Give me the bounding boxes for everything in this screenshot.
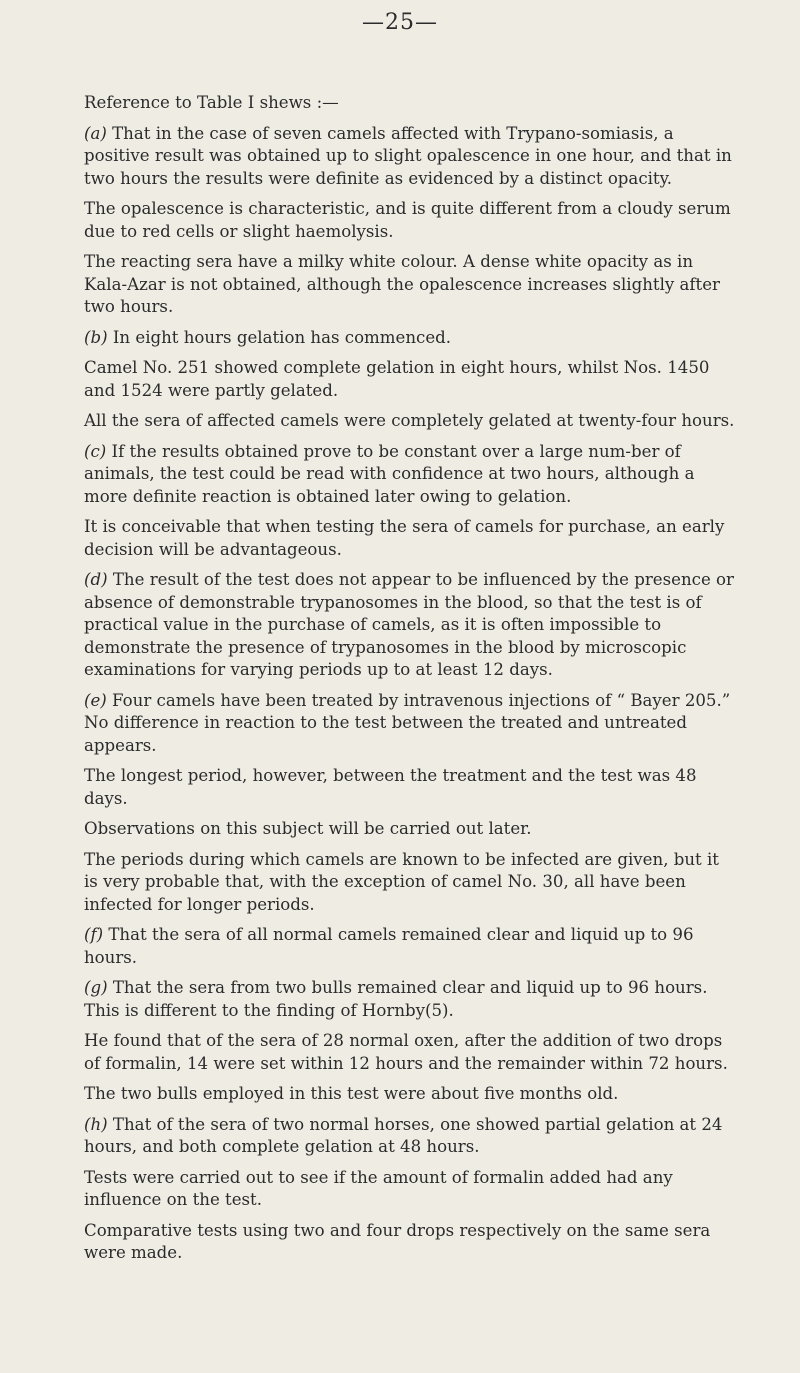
paragraph-label: (d) [84,570,108,589]
paragraph-text: That of the sera of two normal horses, one showed partial gelation at 24 hours, and both complete gelation at 48 hours. [84,1114,723,1156]
paragraph-label: (f) [84,925,104,944]
paragraph-text: All the sera of affected camels were completely gelated at twenty-four hours. [84,411,735,430]
paragraph [84,977,736,1022]
paragraph-label: (a) [84,123,107,143]
page-number: —25— [362,10,438,35]
paragraph-label: (h) [84,1114,108,1134]
paragraph [84,569,736,682]
paragraph [84,123,736,191]
paragraph-text: Observations on this subject will be carried out later. [84,819,532,838]
paragraph [84,516,736,561]
paragraph [84,357,736,402]
paragraph [84,1167,736,1212]
paragraph [84,410,736,433]
paragraph-text: If the results obtained prove to be constant over a large num-ber of animals, the test could be read with confidence at two hours, although a more definite reaction is obtained later owing to gelation. [84,441,695,506]
paragraph-text: It is conceivable that when testing the sera of camels for purchase, an early decision will be advantageous. [84,517,725,559]
paragraph-text: That in the case of seven camels affected with Trypano-somiasis, a positive result was obtained up to slight opalescence in one hour, and that in two hours the results were definite as evidenced by a distinct opacity. [84,123,732,188]
paragraph [84,198,736,243]
paragraph [84,327,736,350]
paragraph-label: (g) [84,978,108,997]
paragraph [84,765,736,810]
paragraph-text: Camel No. 251 showed complete gelation in eight hours, whilst Nos. 1450 and 1524 were partly gelated. [84,358,710,400]
paragraph [84,441,736,509]
paragraph-text: The longest period, however, between the treatment and the test was 48 days. [84,766,697,808]
section-heading: Reference to Table I shews :— [84,93,339,112]
paragraph-text: He found that of the sera of 28 normal oxen, after the addition of two drops of formalin, 14 were set within 12 hours and the remainder within 72 hours. [84,1031,728,1073]
paragraph [84,818,736,841]
paragraph [84,1083,736,1106]
paragraph-text: The periods during which camels are known to be infected are given, but it is very probable that, with the exception of camel No. 30, all have been infected for longer periods. [84,849,719,914]
paragraph-text: In eight hours gelation has commenced. [107,327,452,347]
paragraph [84,1114,736,1159]
paragraph-text: Four camels have been treated by intravenous injections of “ Bayer 205.” No difference in reaction to the test between the treated and untreated appears. [84,690,731,755]
paragraph [84,1030,736,1075]
paragraph-text: The opalescence is characteristic, and is quite different from a cloudy serum due to red cells or slight haemolysis. [84,199,731,241]
paragraph-text: The two bulls employed in this test were about five months old. [84,1084,619,1103]
paragraph-label: (c) [84,441,107,461]
paragraph [84,251,736,319]
paragraph-text: That the sera from two bulls remained clear and liquid up to 96 hours. This is different to the finding of Hornby(5). [84,978,708,1020]
paragraph [84,690,736,758]
body-text [84,92,736,1273]
paragraph-text: The result of the test does not appear to be influenced by the presence or absence of demonstrable trypanosomes in the blood, so that the test is of practical value in the purchase of camels, as it is often impossible to demonstrate the presence of trypanosomes in the blood by microscopic examinations for varying periods up to at least 12 days. [84,570,734,679]
paragraph [84,849,736,917]
paragraph [84,924,736,969]
paragraph-text: The reacting sera have a milky white colour. A dense white opacity as in Kala-Azar is not obtained, although the opalescence increases slightly after two hours. [84,252,720,316]
paragraph-label: (b) [84,327,108,347]
paragraph-label: (e) [84,690,107,710]
paragraph [84,1220,736,1265]
paragraph-list [84,123,736,1265]
paragraph-text: Comparative tests using two and four drops respectively on the same sera were made. [84,1220,711,1262]
paragraph-text: That the sera of all normal camels remained clear and liquid up to 96 hours. [84,925,694,967]
paragraph-text: Tests were carried out to see if the amount of formalin added had any influence on the test. [84,1167,673,1209]
